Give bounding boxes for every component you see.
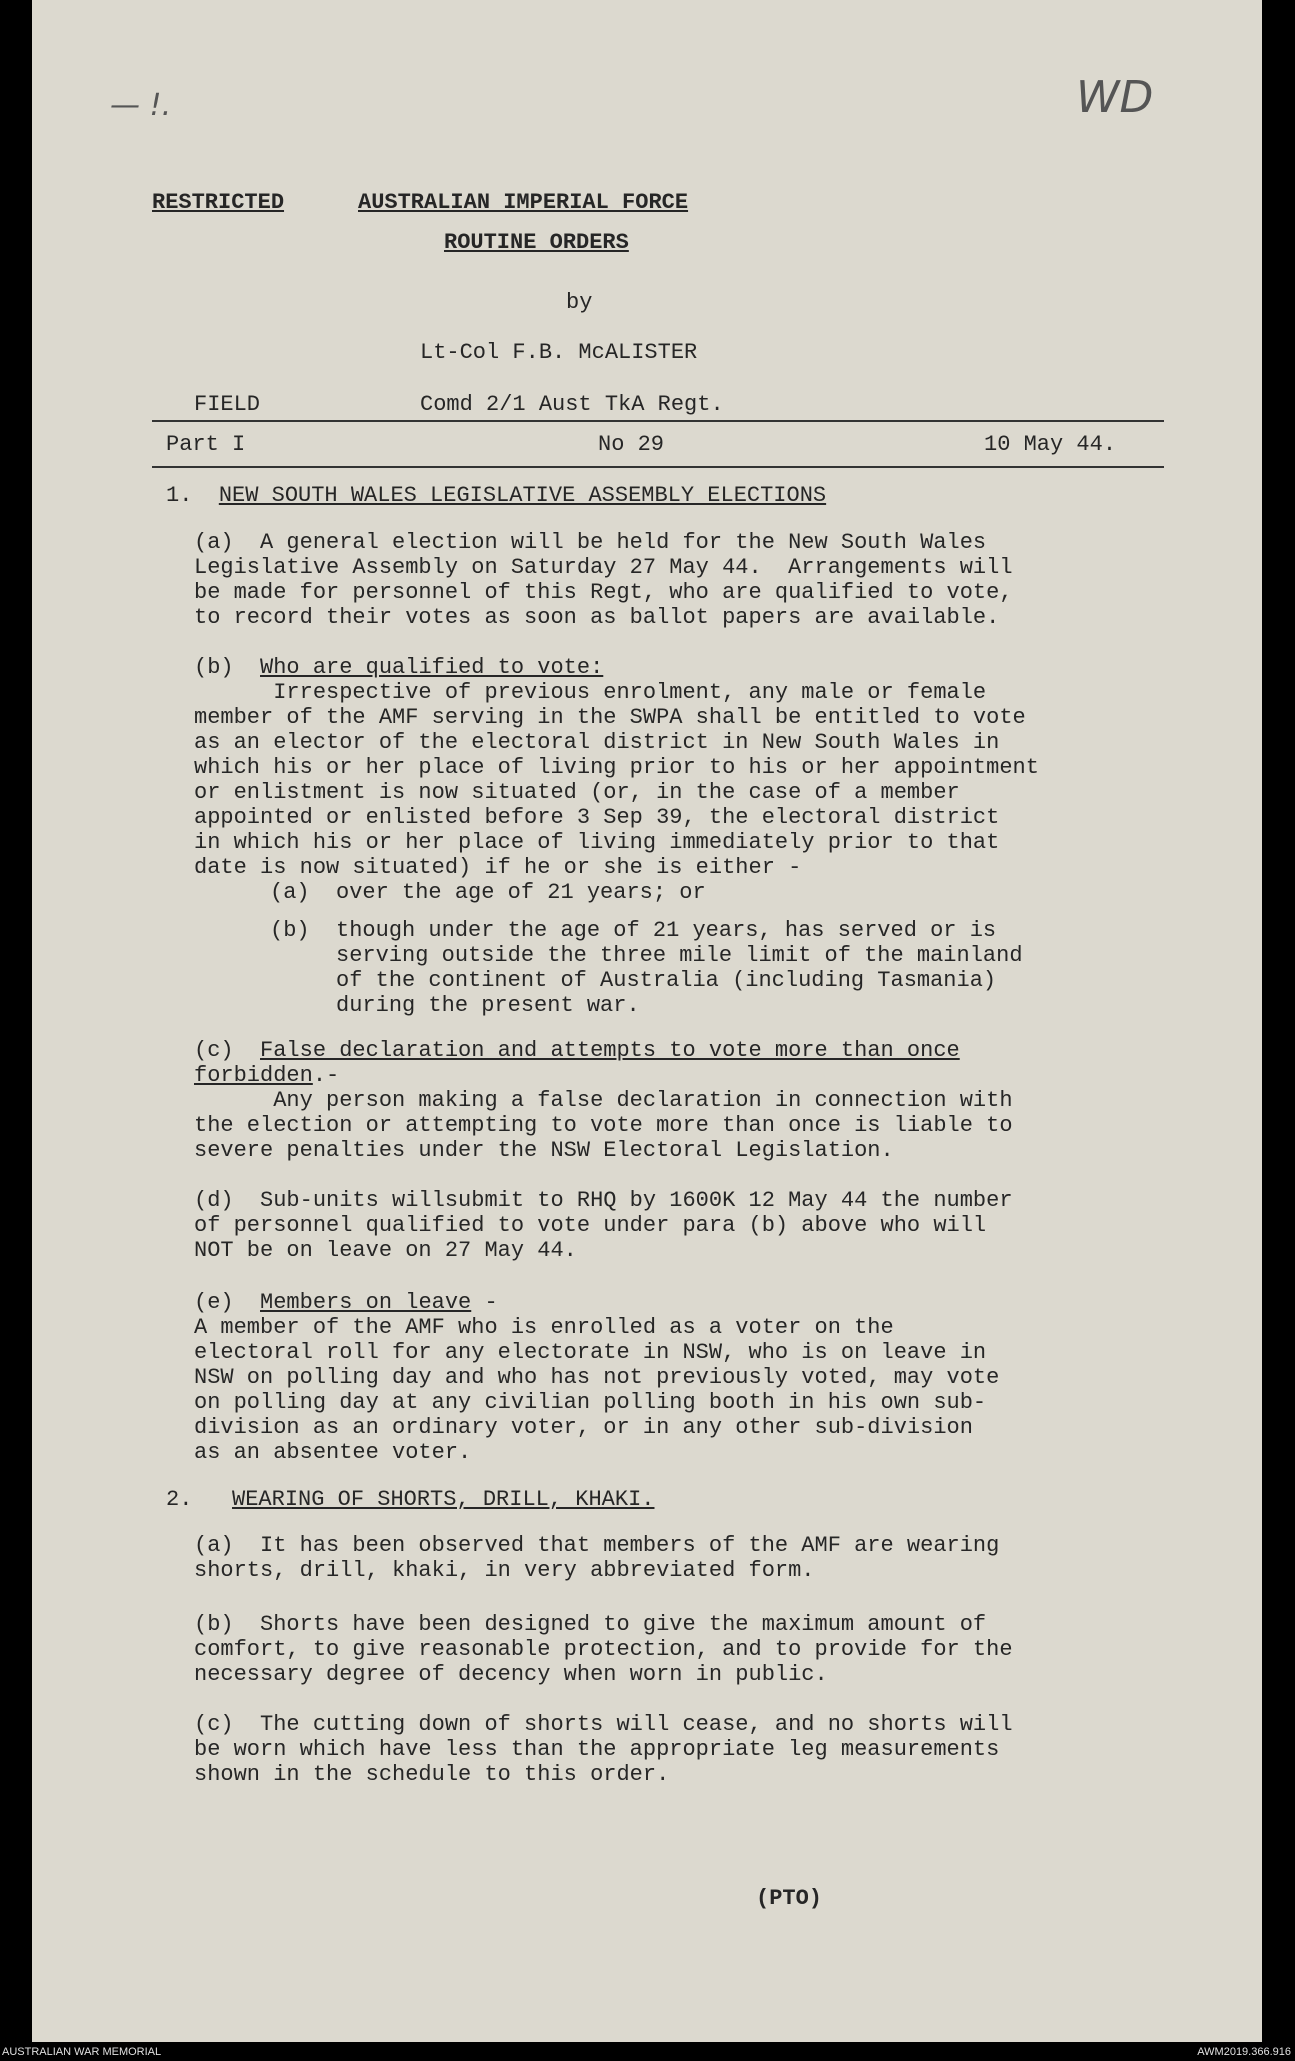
para-2a: (a) It has been observed that members of the AMF are wearing shorts, drill, khaki, in very abbreviated form.: [194, 1533, 1000, 1583]
section-2-heading: 2. WEARING OF SHORTS, DRILL, KHAKI.: [166, 1487, 655, 1512]
para-1b: (b) Who are qualified to vote: Irrespective of previous enrolment, any male or female member of the AMF serving in the SWPA shall be entitled to vote as an elector of the electoral district in New South Wales in which his or her place of living prior to his or her appointment or enlistment is now situated (or, in the case of a member appointed or enlisted before 3 Sep 39, the electoral district in which his or her place of living immediately prior to that date is now situated) if he or she is either -: [194, 655, 1039, 880]
order-date: 10 May 44.: [984, 432, 1117, 457]
command-line: Comd 2/1 Aust TkA Regt.: [420, 392, 724, 417]
footer-source: AUSTRALIAN WAR MEMORIAL: [2, 2046, 162, 2058]
handwritten-initials: WD: [1076, 72, 1154, 123]
header-rule-bottom: [152, 466, 1164, 468]
restricted-label: RESTRICTED: [152, 190, 285, 215]
para-2b: (b) Shorts have been designed to give the maximum amount of comfort, to give reasonable protection, and to provide for the necessary degree of decency when worn in public.: [194, 1612, 1013, 1687]
para-1b-ii: (b) though under the age of 21 years, has served or is serving outside the three mile limit of the mainland of the continent of Australia (including Tasmania) during the present war.: [270, 918, 1023, 1018]
footer-accession: AWM2019.366.916: [1197, 2046, 1291, 2058]
orders-title: ROUTINE ORDERS: [444, 230, 629, 255]
part-label: Part I: [166, 432, 246, 457]
document-page: [32, 0, 1262, 2042]
force-title: AUSTRALIAN IMPERIAL FORCE: [358, 190, 689, 215]
by-label: by: [566, 290, 593, 315]
para-1d: (d) Sub-units willsubmit to RHQ by 1600K 12 May 44 the number of personnel qualified to vote under para (b) above who will NOT be on leave on 27 May 44.: [194, 1188, 1013, 1263]
para-1e: (e) Members on leave - A member of the AMF who is enrolled as a voter on the electoral roll for any electorate in NSW, who is on leave in NSW on polling day and who has not previously voted, may vote on polling day at any civilian polling booth in his own sub- division as an ordinary voter, or in any other sub-division as an absentee voter.: [194, 1290, 1000, 1465]
para-1a: (a) A general election will be held for the New South Wales Legislative Assembly on Saturday 27 May 44. Arrangements will be made for personnel of this Regt, who are qualified to vote, to record their votes as soon as ballot papers are available.: [194, 530, 1013, 630]
section-1-heading: 1. NEW SOUTH WALES LEGISLATIVE ASSEMBLY ELECTIONS: [166, 483, 827, 508]
para-1b-i: (a) over the age of 21 years; or: [270, 880, 706, 905]
header-rule-top: [152, 420, 1164, 422]
field-label: FIELD: [194, 392, 261, 417]
pto-note: (PTO): [756, 1886, 823, 1911]
para-2c: (c) The cutting down of shorts will cease, and no shorts will be worn which have less than the appropriate leg measurements shown in the schedule to this order.: [194, 1712, 1013, 1787]
para-1b-heading: Who are qualified to vote:: [260, 655, 604, 680]
order-number: No 29: [598, 432, 665, 457]
para-1c: (c) False declaration and attempts to vote more than once forbidden.- Any person making a false declaration in connection with the election or attempting to vote more than once is liable to severe penalties under the NSW Electoral Legislation.: [194, 1038, 1013, 1163]
handwritten-mark-left: — !.: [110, 88, 172, 123]
officer-name: Lt-Col F.B. McALISTER: [420, 340, 698, 365]
